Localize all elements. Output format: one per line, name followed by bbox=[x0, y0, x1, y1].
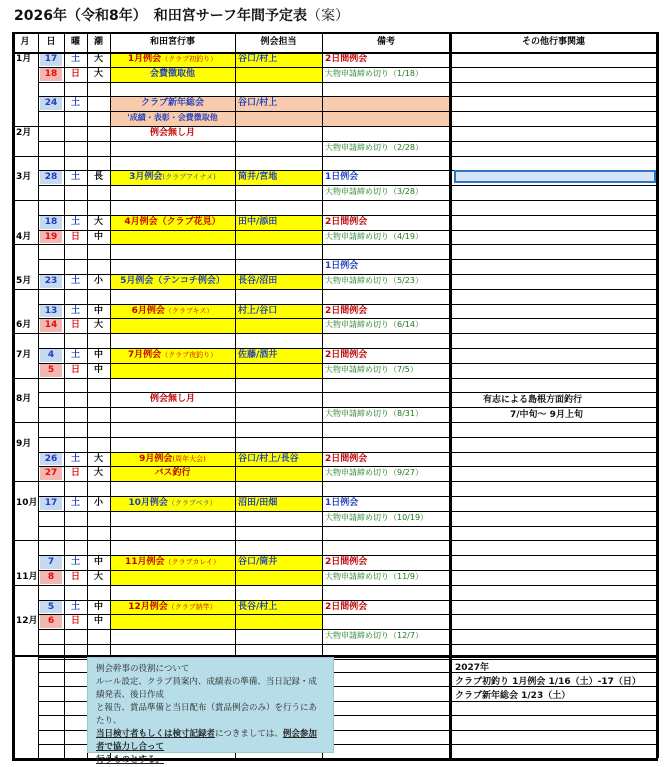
row-divider bbox=[38, 614, 450, 615]
row-divider bbox=[38, 304, 450, 305]
event-subtitle: （クラブ夜釣り） bbox=[161, 351, 218, 359]
note-line1: ルール設定、クラブ員案内、成績表の準備、当日記録・成績発表、後日作成 bbox=[96, 677, 317, 700]
weekday-cell: 土 bbox=[70, 498, 80, 508]
row-divider bbox=[38, 259, 450, 260]
row-divider bbox=[450, 111, 657, 112]
column-header: 月 bbox=[20, 37, 30, 47]
day-cell: 18 bbox=[40, 67, 62, 81]
row-divider bbox=[38, 141, 450, 142]
month-divider bbox=[12, 126, 38, 127]
remarks-cell: 2日間例会 bbox=[325, 601, 368, 612]
month-label: 11月 bbox=[16, 572, 38, 582]
event-subtitle: （クラブ納竿） bbox=[167, 602, 217, 611]
row-divider bbox=[38, 126, 450, 127]
row-divider bbox=[38, 555, 450, 556]
event-title: 例会無し月 bbox=[149, 394, 195, 405]
event-cell bbox=[110, 348, 235, 362]
staff-bg bbox=[236, 230, 322, 245]
row-divider bbox=[450, 156, 657, 157]
weekday-cell: 日 bbox=[70, 68, 80, 79]
row-divider bbox=[38, 67, 450, 68]
day-cell: 23 bbox=[40, 274, 62, 288]
summer-trip-label: 有志による島根方面釣行 bbox=[483, 395, 583, 405]
day-cell: 14 bbox=[40, 318, 62, 332]
row-divider bbox=[38, 466, 450, 467]
day-cell: 24 bbox=[40, 96, 62, 110]
remarks-cell: 大物申請締め切り（11/9） bbox=[325, 572, 423, 581]
tide-cell: 長 bbox=[93, 172, 103, 183]
summer-trip-period: 7/中旬～ 9月上旬 bbox=[510, 410, 583, 420]
row-divider bbox=[38, 318, 450, 319]
tide-cell: 中 bbox=[93, 601, 103, 612]
row-divider bbox=[38, 200, 450, 201]
row-divider bbox=[38, 274, 450, 275]
weekday-cell: 日 bbox=[70, 468, 80, 479]
month-label: 3月 bbox=[16, 172, 32, 183]
staff-bg bbox=[236, 466, 322, 481]
month-label: 5月 bbox=[16, 276, 32, 286]
day-cell: 27 bbox=[40, 466, 62, 480]
event-title: 5月例会（テンコチ例会） bbox=[120, 276, 225, 286]
event-title: 例会無し月 bbox=[149, 128, 195, 138]
event-cell bbox=[110, 111, 235, 125]
row-divider bbox=[450, 437, 657, 438]
weekday-cell: 土 bbox=[70, 350, 80, 360]
note-bg bbox=[323, 96, 450, 111]
table-border bbox=[656, 32, 659, 758]
event-title: 9月例会 bbox=[139, 453, 173, 464]
next-year-label: 2027年 bbox=[455, 663, 490, 673]
staff-bg bbox=[236, 363, 322, 378]
weekday-cell: 土 bbox=[70, 305, 80, 316]
row-divider bbox=[38, 215, 450, 216]
row-divider bbox=[38, 511, 450, 512]
column-header: その他行事関連 bbox=[521, 37, 585, 47]
month-divider bbox=[12, 200, 38, 201]
title-draft-suffix: （案） bbox=[307, 8, 350, 24]
month-label: 1月 bbox=[16, 54, 32, 64]
selected-cell[interactable] bbox=[454, 170, 656, 183]
month-divider bbox=[12, 244, 38, 245]
row-divider bbox=[38, 289, 450, 290]
staff-cell: 長谷/沼田 bbox=[238, 276, 278, 286]
note-line2: と報告、賞品準備と当日配布（賞品例会のみ）を行うにあたり、 bbox=[96, 703, 318, 726]
row-divider bbox=[450, 378, 657, 379]
row-divider bbox=[38, 526, 450, 527]
staff-cell: 佐藤/酒井 bbox=[238, 350, 278, 360]
row-divider bbox=[450, 67, 657, 68]
table-border bbox=[449, 32, 452, 758]
remarks-cell: 大物申請締め切り（4/19） bbox=[325, 231, 423, 241]
row-divider bbox=[38, 407, 450, 408]
column-header: 備考 bbox=[376, 37, 395, 47]
event-bg bbox=[111, 318, 235, 333]
tide-cell: 中 bbox=[93, 350, 103, 360]
row-divider bbox=[450, 629, 657, 630]
staff-cell: 谷口/筒井 bbox=[238, 557, 278, 568]
row-divider bbox=[38, 185, 450, 186]
tide-cell: 中 bbox=[93, 557, 103, 568]
staff-cell: 田中/添田 bbox=[238, 216, 278, 227]
column-header: 潮 bbox=[93, 37, 103, 47]
row-divider bbox=[450, 96, 657, 97]
event-cell bbox=[110, 274, 235, 288]
row-divider bbox=[450, 452, 657, 453]
column-header: 日 bbox=[46, 37, 56, 47]
row-divider bbox=[38, 111, 450, 112]
column-header: 曜 bbox=[70, 37, 80, 47]
event-cell bbox=[110, 67, 235, 81]
column-divider bbox=[38, 32, 39, 758]
weekday-cell: 土 bbox=[70, 172, 80, 183]
row-divider bbox=[38, 156, 450, 157]
month-divider bbox=[12, 333, 38, 334]
month-divider bbox=[12, 585, 38, 586]
staff-bg bbox=[236, 570, 322, 585]
day-cell: 5 bbox=[40, 600, 62, 614]
event-cell bbox=[110, 466, 235, 480]
remarks-cell: 1日例会 bbox=[325, 498, 359, 508]
row-divider bbox=[38, 600, 450, 601]
event-bg bbox=[111, 570, 235, 585]
row-divider bbox=[450, 200, 657, 201]
day-cell: 13 bbox=[40, 304, 62, 318]
row-divider bbox=[450, 540, 657, 541]
row-divider bbox=[450, 230, 657, 231]
table-border bbox=[12, 32, 15, 758]
event-subtitle: （クラブベラ） bbox=[167, 499, 217, 507]
column-divider bbox=[64, 32, 65, 758]
row-divider bbox=[38, 437, 450, 438]
note-mid: につきましては、 bbox=[215, 729, 283, 739]
column-divider bbox=[235, 32, 236, 758]
row-divider bbox=[450, 614, 657, 615]
day-cell: 17 bbox=[40, 496, 62, 510]
staff-cell: 谷口/村上/長谷 bbox=[238, 453, 299, 464]
remarks-cell: 大物申請締め切り（5/23） bbox=[325, 276, 423, 285]
row-divider bbox=[450, 585, 657, 586]
note-bold3: 行うものとする。 bbox=[96, 755, 165, 765]
row-divider bbox=[450, 185, 657, 186]
row-divider bbox=[38, 481, 450, 482]
row-divider bbox=[38, 348, 450, 349]
event-title: 6月例会 bbox=[131, 305, 165, 316]
event-bg bbox=[111, 230, 235, 245]
staff-cell: 村上/谷口 bbox=[238, 305, 278, 316]
note-bold1: 当日検寸者もしくは検寸記録者 bbox=[96, 729, 216, 739]
weekday-cell: 日 bbox=[70, 231, 80, 242]
title-main: 2026年（令和8年） 和田宮サーフ年間予定表 bbox=[14, 8, 308, 24]
row-divider bbox=[450, 348, 657, 349]
row-divider bbox=[38, 644, 450, 645]
row-divider bbox=[450, 466, 657, 467]
staff-bg bbox=[236, 67, 322, 82]
staff-cell: 谷口/村上 bbox=[238, 54, 278, 64]
staff-bg bbox=[236, 111, 322, 126]
event-title: 会費徴取他 bbox=[149, 68, 195, 79]
row-divider bbox=[450, 304, 657, 305]
event-title: 1月例会 bbox=[127, 54, 162, 64]
row-divider bbox=[38, 244, 450, 245]
weekday-cell: 土 bbox=[70, 216, 80, 227]
day-cell: 19 bbox=[40, 230, 62, 244]
event-title: 10月例会 bbox=[128, 498, 168, 508]
event-cell bbox=[110, 555, 235, 569]
staff-cell: 筒井/宮地 bbox=[238, 172, 278, 183]
row-divider bbox=[450, 555, 657, 556]
event-cell bbox=[110, 52, 235, 66]
event-cell bbox=[110, 96, 235, 110]
month-label: 8月 bbox=[16, 394, 32, 405]
remarks-cell: 大物申請締め切り（1/18） bbox=[325, 68, 423, 78]
day-cell: 17 bbox=[40, 52, 62, 66]
row-divider bbox=[450, 644, 657, 645]
row-divider bbox=[38, 570, 450, 571]
row-divider bbox=[450, 215, 657, 216]
remarks-cell: 1日例会 bbox=[325, 261, 359, 272]
row-divider bbox=[450, 363, 657, 364]
row-divider bbox=[38, 540, 450, 541]
tide-cell: 中 bbox=[93, 231, 103, 242]
month-divider bbox=[12, 378, 38, 379]
event-cell bbox=[110, 215, 235, 229]
row-divider bbox=[450, 274, 657, 275]
row-divider bbox=[38, 422, 450, 423]
remarks-cell: 1日例会 bbox=[325, 172, 359, 183]
table-border bbox=[12, 32, 658, 34]
event-title: バス釣行 bbox=[154, 468, 191, 479]
day-cell: 4 bbox=[40, 348, 62, 362]
weekday-cell: 土 bbox=[70, 453, 80, 464]
tide-cell: 中 bbox=[93, 364, 103, 375]
row-divider bbox=[450, 244, 657, 245]
event-cell bbox=[110, 126, 235, 140]
remarks-cell: 大物申請締め切り（7/5） bbox=[325, 364, 418, 374]
tide-cell: 小 bbox=[93, 276, 103, 286]
column-header: 例会担当 bbox=[260, 37, 297, 47]
row-divider bbox=[38, 378, 450, 379]
row-divider bbox=[450, 82, 657, 83]
month-label: 9月 bbox=[16, 438, 32, 449]
row-divider bbox=[450, 496, 657, 497]
tide-cell: 大 bbox=[93, 216, 103, 227]
event-subtitle: (周年大会) bbox=[172, 454, 206, 463]
remarks-cell: 2日間例会 bbox=[325, 350, 368, 360]
month-label: 10月 bbox=[16, 498, 38, 508]
event-title: 7月例会 bbox=[127, 350, 162, 360]
remarks-cell: 2日間例会 bbox=[325, 305, 368, 316]
row-divider bbox=[450, 126, 657, 127]
row-divider bbox=[450, 570, 657, 571]
month-divider bbox=[12, 481, 38, 482]
tide-cell: 中 bbox=[93, 616, 103, 627]
weekday-cell: 日 bbox=[70, 572, 80, 582]
weekday-cell: 土 bbox=[70, 98, 80, 109]
row-divider bbox=[38, 82, 450, 83]
weekday-cell: 土 bbox=[70, 54, 80, 64]
month-label: 6月 bbox=[16, 320, 32, 331]
event-title: '成績・表彰・会費徴取他 bbox=[127, 113, 218, 123]
weekday-cell: 土 bbox=[70, 557, 80, 568]
row-divider bbox=[450, 600, 657, 601]
row-divider bbox=[450, 259, 657, 260]
day-cell: 18 bbox=[40, 215, 62, 229]
remarks-cell: 2日間例会 bbox=[325, 216, 368, 227]
tide-cell: 大 bbox=[93, 68, 103, 79]
event-cell bbox=[110, 452, 235, 466]
tide-cell: 小 bbox=[93, 498, 103, 508]
remarks-cell: 大物申請締め切り（6/14） bbox=[325, 320, 423, 330]
row-divider bbox=[38, 96, 450, 97]
remarks-cell: 大物申請締め切り（12/7） bbox=[325, 631, 423, 641]
note-box bbox=[87, 657, 334, 765]
month-label: 4月 bbox=[16, 231, 32, 242]
event-title: 11月例会 bbox=[124, 557, 165, 568]
staff-cell: 谷口/村上 bbox=[238, 98, 278, 109]
row-divider bbox=[38, 629, 450, 630]
remarks-cell: 大物申請締め切り（3/28） bbox=[325, 187, 423, 197]
column-divider bbox=[322, 32, 323, 758]
event-cell bbox=[110, 392, 235, 406]
day-cell: 5 bbox=[40, 363, 62, 377]
row-divider bbox=[38, 230, 450, 231]
column-header: 和田宮行事 bbox=[149, 37, 195, 47]
day-cell: 28 bbox=[40, 170, 62, 184]
weekday-cell: 日 bbox=[70, 364, 80, 375]
tide-cell: 大 bbox=[93, 572, 103, 582]
row-divider bbox=[450, 333, 657, 334]
weekday-cell: 日 bbox=[70, 320, 80, 331]
weekday-cell: 土 bbox=[70, 276, 80, 286]
row-divider bbox=[450, 511, 657, 512]
event-cell bbox=[110, 600, 235, 614]
row-divider bbox=[38, 392, 450, 393]
next-year-item: クラブ初釣り 1月例会 1/16（土）-17（日） bbox=[455, 677, 641, 687]
tide-cell: 大 bbox=[93, 320, 103, 331]
month-divider bbox=[12, 540, 38, 541]
event-bg bbox=[111, 363, 235, 378]
row-divider bbox=[38, 585, 450, 586]
remarks-cell: 大物申請締め切り（10/19） bbox=[325, 512, 429, 522]
table-border bbox=[12, 52, 658, 54]
month-label: 12月 bbox=[16, 616, 38, 627]
row-divider bbox=[38, 452, 450, 453]
month-label: 2月 bbox=[16, 128, 32, 138]
staff-cell: 沼田/田畑 bbox=[238, 498, 278, 508]
row-divider bbox=[450, 141, 657, 142]
day-cell: 6 bbox=[40, 614, 62, 628]
note-bold2: 例会参加者で協力し合って bbox=[96, 729, 317, 752]
event-bg bbox=[111, 614, 235, 629]
month-divider bbox=[12, 289, 38, 290]
row-divider bbox=[38, 363, 450, 364]
day-cell: 8 bbox=[40, 570, 62, 584]
event-title: クラブ新年総会 bbox=[140, 98, 204, 109]
tide-cell: 大 bbox=[93, 468, 103, 479]
remarks-cell: 2日間例会 bbox=[325, 557, 368, 568]
row-divider bbox=[38, 333, 450, 334]
event-subtitle: (クラブアイナメ) bbox=[162, 173, 216, 182]
month-divider bbox=[12, 422, 38, 423]
column-divider bbox=[110, 32, 111, 758]
row-divider bbox=[38, 170, 450, 171]
tide-cell: 大 bbox=[93, 453, 103, 464]
remarks-cell: 2日間例会 bbox=[325, 453, 368, 464]
remarks-cell: 大物申請締め切り（8/31） bbox=[325, 409, 423, 419]
remarks-cell: 大物申請締め切り（9/27） bbox=[325, 468, 423, 478]
remarks-cell: 2日間例会 bbox=[325, 54, 368, 64]
row-divider bbox=[450, 318, 657, 319]
event-subtitle: （クラブキス） bbox=[164, 306, 214, 315]
row-divider bbox=[450, 481, 657, 482]
event-title: 12月例会 bbox=[128, 601, 168, 612]
event-cell bbox=[110, 170, 235, 184]
note-heading: 例会幹事の役割について bbox=[96, 664, 190, 674]
day-cell: 26 bbox=[40, 452, 62, 466]
column-divider bbox=[87, 32, 88, 758]
weekday-cell: 土 bbox=[70, 601, 80, 612]
staff-bg bbox=[236, 614, 322, 629]
weekday-cell: 日 bbox=[70, 616, 80, 627]
row-divider bbox=[38, 496, 450, 497]
event-subtitle: （クラブ初釣り） bbox=[161, 55, 218, 63]
staff-cell: 長谷/村上 bbox=[238, 601, 278, 612]
remarks-cell: 大物申請締め切り（2/28） bbox=[325, 142, 423, 152]
day-cell: 7 bbox=[40, 555, 62, 569]
row-divider bbox=[450, 289, 657, 290]
note-bg bbox=[323, 111, 450, 126]
staff-bg bbox=[236, 318, 322, 333]
month-label: 7月 bbox=[16, 350, 32, 360]
event-title: 3月例会 bbox=[129, 172, 163, 183]
month-divider bbox=[12, 156, 38, 157]
next-year-item: クラブ新年総会 1/23（土） bbox=[455, 691, 571, 701]
row-divider bbox=[450, 422, 657, 423]
event-cell bbox=[110, 304, 235, 318]
tide-cell: 大 bbox=[93, 54, 103, 64]
event-cell bbox=[110, 496, 235, 510]
event-title: 4月例会（クラブ花見） bbox=[124, 216, 221, 227]
row-divider bbox=[450, 526, 657, 527]
event-subtitle: （クラブカレイ） bbox=[164, 558, 221, 567]
tide-cell: 中 bbox=[93, 305, 103, 316]
